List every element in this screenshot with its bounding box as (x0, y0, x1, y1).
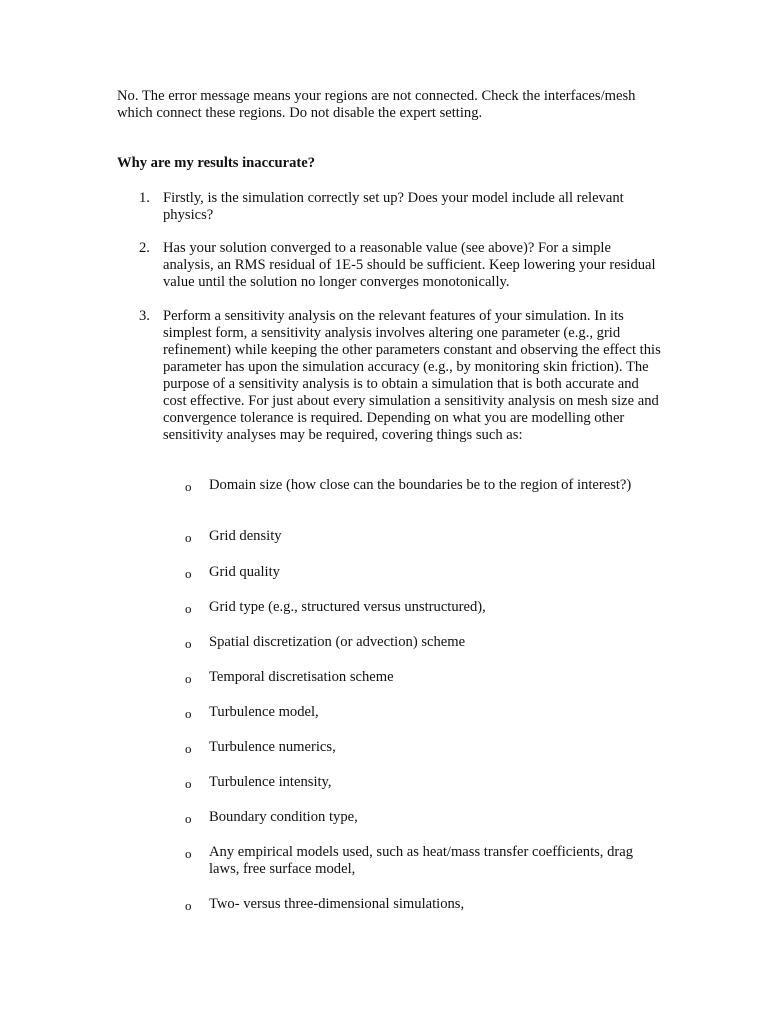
sub-item-text: Spatial discretization (or advection) scheme (209, 634, 466, 650)
bullet-icon: o (185, 671, 192, 686)
bullet-icon: o (185, 530, 192, 545)
intro-paragraph: No. The error message means your regions are not connected. Check the interfaces/mesh which connect these regions. Do not disable the expert setting. (117, 88, 636, 121)
sub-item-text: Two- versus three-dimensional simulations, (209, 896, 465, 912)
sub-item-text: Temporal discretisation scheme (209, 669, 394, 685)
item-number: 1. (139, 190, 150, 206)
bullet-icon: o (185, 479, 192, 494)
bullet-icon: o (185, 636, 192, 651)
sub-item-text: Turbulence model, (209, 704, 319, 720)
bullet-icon: o (185, 898, 192, 913)
section-heading: Why are my results inaccurate? (117, 155, 316, 171)
item-text: Firstly, is the simulation correctly set up? Does your model include all relevant physics? (163, 190, 624, 223)
sub-item-text: Turbulence numerics, (209, 739, 336, 755)
sub-item-text: Grid quality (209, 564, 280, 580)
sub-item-text: Domain size (how close can the boundaries be to the region of interest?) (209, 477, 632, 493)
bullet-icon: o (185, 706, 192, 721)
bullet-icon: o (185, 846, 192, 861)
item-number: 2. (139, 240, 150, 256)
bullet-icon: o (185, 741, 192, 756)
sub-item-text: Grid type (e.g., structured versus unstructured), (209, 599, 486, 615)
sub-item-text: Turbulence intensity, (209, 774, 332, 790)
bullet-icon: o (185, 811, 192, 826)
sub-item-text: Any empirical models used, such as heat/mass transfer coefficients, drag laws, free surface model, (209, 844, 634, 877)
sub-item-text: Grid density (209, 528, 282, 544)
sub-item-text: Boundary condition type, (209, 809, 358, 825)
bullet-icon: o (185, 776, 192, 791)
bullet-icon: o (185, 601, 192, 616)
item-text: Perform a sensitivity analysis on the relevant features of your simulation. In its simplest form, a sensitivity analysis involves altering one parameter (e.g., grid refinement) while keeping the other parameters constant and observing the effect this parameter has upon the simulation accuracy (e.g., by monitoring skin friction). The purpose of a sensitivity analysis is to obtain a simulation that is both accurate and cost effective. For just about every simulation a sensitivity analysis on mesh size and convergence tolerance is required. Depending on what you are modelling other sensitivity analyses may be required, covering things such as: (163, 308, 661, 443)
item-number: 3. (139, 308, 150, 324)
bullet-icon: o (185, 566, 192, 581)
item-text: Has your solution converged to a reasonable value (see above)? For a simple analysis, an RMS residual of 1E-5 should be sufficient. Keep lowering your residual value until the solution no longer converges monotonically. (163, 240, 656, 290)
